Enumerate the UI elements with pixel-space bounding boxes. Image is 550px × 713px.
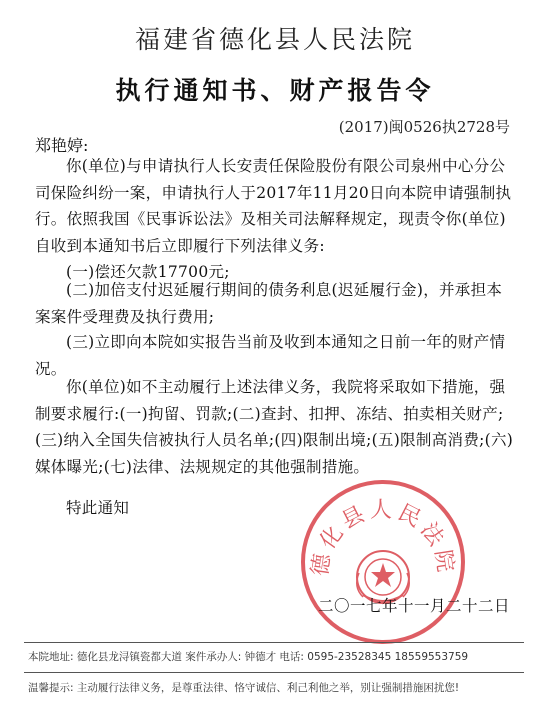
body-paragraph-measures: 你(单位)如不主动履行上述法律义务，我院将采取如下措施，强制要求履行:(一)拘留、罚款;(二)查封、扣押、冻结、拍卖相关财产;(三)纳入全国失信被执行人员名单;(四)限制出境;(五)限制高消费;(六)媒体曝光;(七)法律、法规规定的其他强制措施。 <box>35 378 514 476</box>
obligation-1: (一)偿还欠款17700元; <box>66 263 230 281</box>
footer-reminder: 温馨提示: 主动履行法律义务，是尊重法律、恪守诚信、利己利他之举，别让强制措施困扰您! <box>28 682 460 694</box>
footer-divider-bottom <box>24 672 524 673</box>
obligation-3: (三)立即向本院如实报告当前及收到本通知之日前一年的财产情况。 <box>35 333 506 378</box>
case-number: (2017)闽0526执2728号 <box>338 118 510 136</box>
body-paragraph-case: 你(单位)与申请执行人长安责任保险股份有限公司泉州中心分公司保险纠纷一案，申请执行人于2017年11月20日向本院申请强制执行。依照我国《民事诉讼法》及相关司法解释规定，现责令你(单位)自收到本通知书后立即履行下列法律义务: <box>35 157 512 255</box>
issue-date: 二〇一七年十一月二十二日 <box>317 597 510 615</box>
footer-divider-top <box>24 642 524 643</box>
closing-notice: 特此通知 <box>66 499 130 517</box>
court-name: 福建省德化县人民法院 <box>134 25 415 54</box>
seal-arc-text: 德化县人民法院 <box>307 498 459 578</box>
obligation-2: (二)加倍支付迟延履行期间的债务利息(迟延履行金)，并承担本案案件受理费及执行费用; <box>35 281 503 326</box>
addressee: 郑艳婷: <box>35 136 89 155</box>
document-title: 执行通知书、财产报告令 <box>115 76 435 105</box>
footer-contact-info: 本院地址: 德化县龙浔镇瓷都大道 案件承办人: 钟德才 电话: 0595-23528345 18559553759 <box>28 651 469 663</box>
court-seal-stamp <box>298 477 468 647</box>
